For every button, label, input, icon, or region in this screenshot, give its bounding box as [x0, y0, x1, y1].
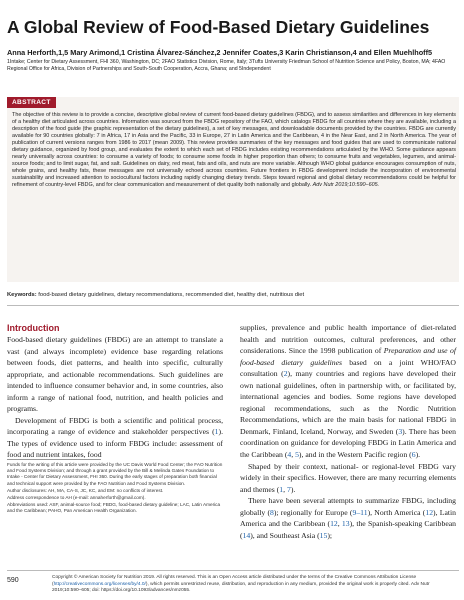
citation-link[interactable]: 2 [283, 369, 288, 379]
text-run: Development of FBDG is both a scientific and political process, incorporating a range of evidence and stakeholder perspectives ( [7, 415, 223, 437]
affiliations: 1Intake; Center for Dietary Assessment, FHI 360, Washington, DC; 2FAO Statistics Division, Rome, Italy; 3Tufts University Friedman School of Nutrition Science and Policy, Boston, MA; 4FAO Regional Office for Africa, Division of Partnerships and South-South Cooperation, Accra, Ghana; and 5Independent [7, 59, 446, 73]
text-run: ), which permits unrestricted reuse, distribution, and reproduction in any medium, provided the original work is properly cited. Adv Nutr 2019;10:590–605; doi: https://doi.org/10.1093/advances/nmz055. [52, 581, 430, 594]
citation-link[interactable]: 6 [411, 450, 416, 460]
intro-paragraph-2 [7, 415, 223, 461]
text-run: Shaped by their context, national- or regional-level FBDG vary widely in their specifics. However, there are many recurring elements and themes ( [240, 461, 456, 494]
column-right [240, 322, 456, 541]
footnote-correspondence: Address correspondence to AH (e-mail: annaherforth@gmail.com). [7, 495, 146, 501]
article-title: A Global Review of Food-Based Dietary Guidelines [7, 17, 430, 37]
abstract-citation: Adv Nutr 2019;10:590–605. [312, 182, 380, 189]
footnote-disclosures: Author disclosures: AH, MA, CA-S, JC, KC, and EM: no conflicts of interest. [7, 487, 164, 493]
footnote-funding: Funds for the writing of this article were provided by the UC Davis World Food Center; the FAO Nutrition and Food Systems Division; and through a grant provided by the Bill & Melinda Gates Foundation to Intake - Center for Dietary Assessment, FHI 360. During the early stages of preparation both financial and technical support were provided by the FAO Nutrition and Food Systems Division. [7, 462, 223, 486]
citation-link[interactable]: 14 [242, 530, 251, 540]
abstract-text [12, 112, 456, 190]
citation-link[interactable]: 7 [286, 484, 291, 494]
footnote-abbreviations: Abbreviations used: ASF, animal-source food; FBDG, food-based dietary guideline; LAC, Latin America and the Caribbean; PAHO, Pan American Health Organization. [7, 502, 221, 514]
text-run: ), many countries and regions have developed their own national guidelines, often in partnership with, or facilitated by, international agencies and bodies. Some regions have developed regional recommendations, such as the Nordic Nutrition Recommendations, which are the main basis for national FBDG in Denmark, Finland, Iceland, Norway, and Sweden ( [240, 369, 456, 436]
text-run: , [283, 484, 287, 494]
abstract-heading: ABSTRACT [7, 97, 56, 108]
citation-link[interactable]: 5 [295, 450, 299, 460]
text-run: ). There has been coordination on guidance for developing FBDG in Latin America and the Caribbean ( [240, 426, 456, 460]
keywords-text: food-based dietary guidelines, dietary recommendations, recommended diet, healthy diet, nutritious diet [38, 292, 305, 298]
citation-link[interactable]: 12 [425, 507, 434, 517]
intro-paragraph-1: Food-based dietary guidelines (FBDG) are an attempt to translate a vast (and always incomplete) evidence base regarding relations between foods, diet patterns, and health into specific, culturally appropriate, and actionable recommendations. Such guidelines are intended to influence consumer behavior and, in some countries, also inform a range of national food, nutrition, and health policies and programs. [7, 335, 223, 414]
text-run-italic: Preparation and use of food-based dietary guidelines [240, 346, 456, 367]
copyright-notice [52, 575, 460, 595]
text-run: supplies, prevalence and public health importance of diet-related health and nutrition outcomes, cultural preferences, and other considerations. Since the 1998 publication of [240, 323, 456, 356]
text-run: ), North America ( [367, 507, 426, 517]
keywords-label: Keywords: [7, 292, 37, 298]
citation-link[interactable]: 1 [279, 484, 284, 494]
text-run: There have been several attempts to summarize FBDG, including globally ( [240, 496, 456, 517]
citation-link[interactable]: 9–11 [352, 507, 368, 517]
citation-link[interactable]: 15 [319, 530, 328, 540]
text-run: based on a joint WHO/FAO consultation ( [240, 357, 456, 379]
column-left [7, 322, 223, 461]
page-number: 590 [7, 577, 19, 584]
abstract-box [7, 97, 459, 282]
author-list: Anna Herforth,1,5 Mary Arimond,1 Cristina Álvarez-Sánchez,2 Jennifer Coates,3 Karin Christianson,4 and Ellen Muehlhoff5 [7, 48, 433, 57]
keywords [7, 291, 459, 299]
intro-heading: Introduction [7, 323, 60, 333]
intro-paragraph-3 [240, 322, 456, 461]
text-run: ); [327, 530, 333, 540]
text-run: ); regionally for Europe ( [273, 507, 353, 517]
text-run: ), and Southeast Asia ( [250, 530, 320, 540]
text-run: ). [415, 450, 421, 460]
citation-link[interactable]: 4 [287, 450, 292, 460]
citation-link[interactable]: 3 [398, 426, 403, 436]
text-run: ), and in the Western Pacific region ( [298, 450, 412, 460]
text-run: ), the Spanish-speaking Caribbean ( [240, 519, 457, 540]
text-run: ). [290, 484, 296, 494]
citation-link[interactable]: 13 [341, 519, 350, 529]
text-run: Copyright © American Society for Nutrition 2019. All rights reserved. This is an Open Access article distributed under the terms of the Creative Commons Attribution License ( [52, 575, 417, 587]
footer-rule [7, 570, 459, 571]
abstract-body: The objective of this review is to provide a concise, descriptive global review of current food-based dietary guidelines (FBDG), and to assess similarities and differences in key elements of a healthy diet articulated across countries. Information was sourced from the FBDG repository of the FAO, which catalogs FBDG for all countries where they are available, including a description of the food guide (the graphic representation of the dietary guidelines), a set of key messages, and downloadable documents provided by the countries. FBDG are currently available for 90 countries globally: 7 in Africa, 17 in Asia and the Pacific, 33 in Europe, 27 in Latin America and the Caribbean, 4 in the Near East, and 2 in North America. The year of publication of current versions ranges from 1986 to 2017 (mean 2009). This review provides summaries of the key messages and food guides that are used to communicate national dietary guidance, organized by food group, and evaluates the extent to which each set of FBDG includes existing recommendations articulated by the WHO. Some guidance appears nearly universally across countries: to consume a variety of foods; to consume some foods in higher proportion than others; to consume fruits and vegetables, legumes, and animal-source foods; and to limit sugar, fat, and salt. Guidelines on dairy, red meat, fats and oils, and nuts are more variable. Although WHO global guidance encourages consumption of nuts, whole grains, and healthy fats, these messages are not universally echoed across countries. Future frontiers in FBDG development include the incorporation of environmental sustainability and increased attention to sociocultural factors including rapidly changing dietary trends. Steps toward regional and global dietary recommendations could be helpful for refinement of country-level FBDG, and for clear communication and measurement of diet quality both nationally and globally. [12, 112, 456, 189]
text-run: ). The types of evidence used to inform FBDG include: assessment of food and nutrient intakes, food [7, 427, 223, 460]
license-link[interactable]: http://creativecommons.org/licenses/by/4.0/ [53, 581, 146, 587]
text-run: , [291, 450, 296, 460]
section-divider [7, 305, 459, 306]
intro-paragraph-5 [240, 495, 456, 541]
citation-link[interactable]: 8 [270, 507, 274, 517]
footnotes [7, 462, 223, 516]
text-run: , [337, 519, 342, 529]
citation-link[interactable]: 1 [214, 427, 219, 437]
text-run: ), Latin America and the Caribbean ( [240, 507, 456, 529]
footnote-rule [7, 459, 101, 460]
citation-link[interactable]: 12 [330, 519, 338, 529]
intro-paragraph-4 [240, 461, 456, 496]
